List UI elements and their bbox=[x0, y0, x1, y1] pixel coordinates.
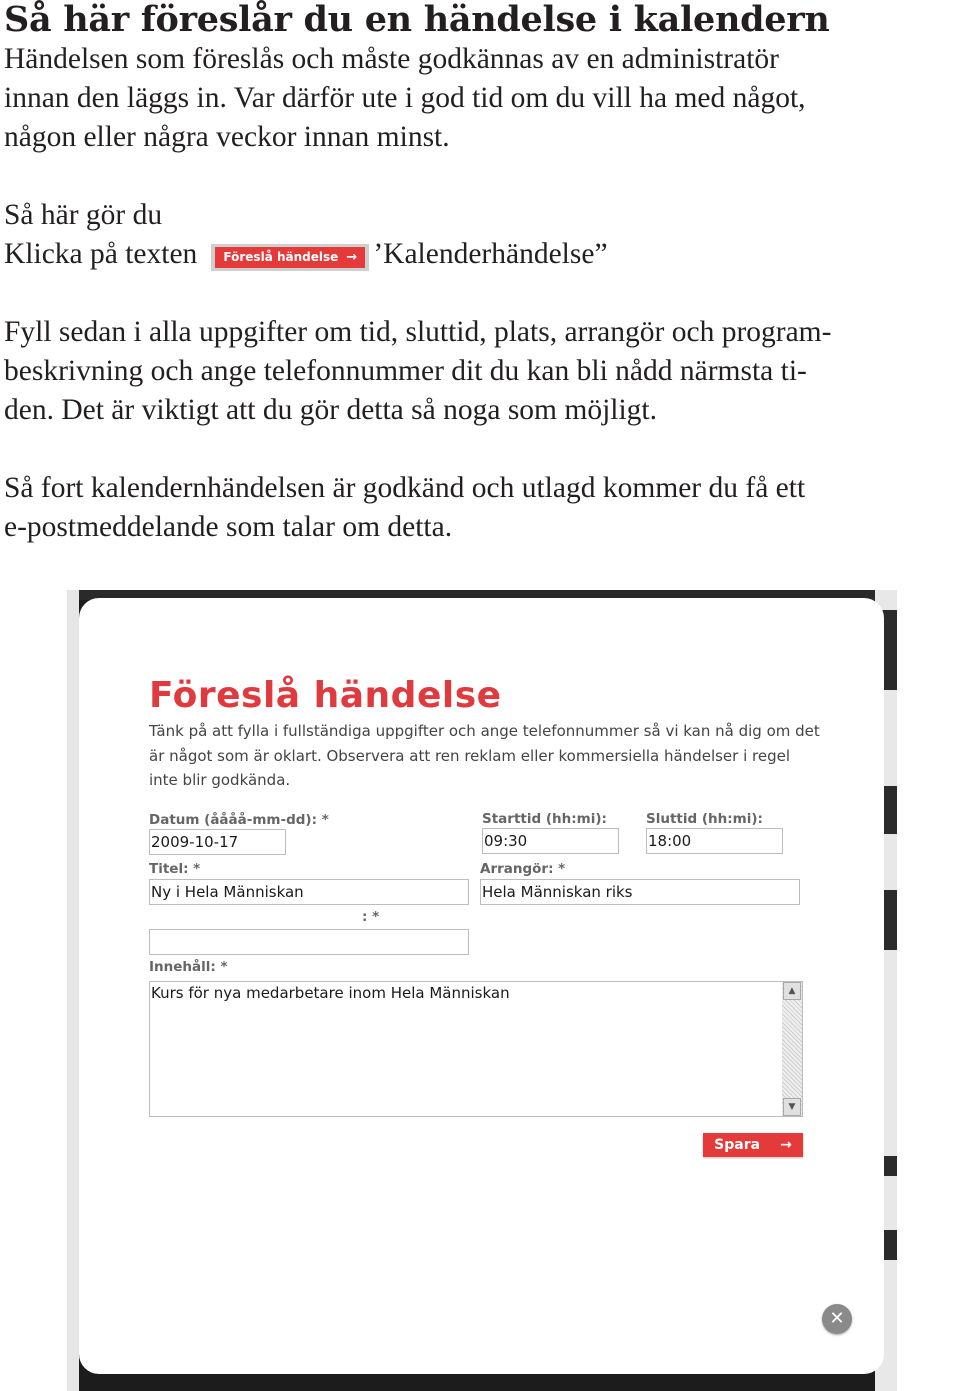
content-label: Innehåll: * bbox=[149, 959, 228, 975]
textarea-scrollbar[interactable] bbox=[782, 982, 802, 1116]
fill-line: beskrivning och ange telefonnummer dit du kan bli nådd närmsta ti- bbox=[4, 355, 807, 387]
fill-line: Fyll sedan i alla uppgifter om tid, sluttid, plats, arrangör och program- bbox=[4, 316, 832, 348]
content-textarea[interactable] bbox=[149, 981, 803, 1117]
final-paragraph bbox=[4, 469, 958, 547]
dialog-screenshot bbox=[67, 590, 897, 1391]
howto-heading: Så här gör du bbox=[4, 199, 163, 231]
scroll-up-icon[interactable]: ▲ bbox=[783, 982, 801, 1000]
document-title: Så här föreslår du en händelse i kalendern bbox=[4, 0, 830, 40]
click-text: Klicka på texten bbox=[4, 238, 198, 270]
calendar-event-text: ’Kalenderhändelse” bbox=[373, 238, 608, 270]
date-label: Datum (åååå-mm-dd): * bbox=[149, 812, 329, 828]
end-time-label: Sluttid (hh:mi): bbox=[646, 811, 763, 827]
intro-line: Händelsen som föreslås och måste godkännas av en administratör bbox=[4, 43, 779, 75]
save-button[interactable] bbox=[703, 1133, 803, 1157]
unlabeled-input[interactable] bbox=[149, 929, 469, 955]
organizer-input[interactable]: Hela Människan riks bbox=[480, 879, 800, 905]
final-line: e-postmeddelande som talar om detta. bbox=[4, 511, 453, 543]
save-button-label: Spara bbox=[714, 1137, 761, 1153]
date-input[interactable]: 2009-10-17 bbox=[149, 829, 286, 855]
arrow-right-icon: → bbox=[780, 1137, 792, 1153]
final-line: Så fort kalendernhändelsen är godkänd och utlagd kommer du få ett bbox=[4, 472, 806, 504]
title-label: Titel: * bbox=[149, 861, 201, 877]
close-icon[interactable]: ✕ bbox=[822, 1304, 852, 1334]
document bbox=[4, 0, 958, 547]
dialog-title: Föreslå händelse bbox=[149, 675, 502, 716]
intro-line: innan den läggs in. Var därför ute i god tid om du vill ha med något, bbox=[4, 82, 806, 114]
intro-line: någon eller några veckor innan minst. bbox=[4, 121, 450, 153]
fill-paragraph bbox=[4, 313, 958, 430]
spacer bbox=[4, 430, 958, 469]
suggest-event-dialog bbox=[79, 598, 884, 1374]
title-input[interactable]: Ny i Hela Människan bbox=[149, 879, 469, 905]
suggest-event-button-label: Föreslå händelse bbox=[223, 250, 339, 264]
start-time-input[interactable]: 09:30 bbox=[482, 828, 619, 854]
click-instruction bbox=[4, 235, 958, 274]
intro-paragraph bbox=[4, 40, 958, 157]
backdrop-left bbox=[67, 590, 79, 1391]
spacer bbox=[4, 274, 958, 313]
suggest-event-button-image bbox=[211, 244, 369, 271]
spacer bbox=[4, 157, 958, 196]
dialog-intro-line: inte blir godkända. bbox=[149, 771, 291, 789]
fill-line: den. Det är viktigt att du gör detta så noga som möjligt. bbox=[4, 394, 657, 426]
content-text: Kurs för nya medarbetare inom Hela Människan bbox=[151, 984, 510, 1002]
unlabeled-field-label: : * bbox=[362, 909, 380, 925]
dialog-intro-line: Tänk på att fylla i fullständiga uppgifter och ange telefonnummer så vi kan nå dig om det bbox=[149, 722, 820, 740]
arrow-right-icon: → bbox=[346, 250, 358, 265]
dialog-intro bbox=[149, 719, 820, 793]
dialog-intro-line: är något som är oklart. Observera att ren reklam eller kommersiella händelser i regel bbox=[149, 746, 791, 765]
organizer-label: Arrangör: * bbox=[480, 861, 566, 877]
howto-section bbox=[4, 196, 958, 274]
end-time-input[interactable]: 18:00 bbox=[646, 828, 783, 854]
scroll-down-icon[interactable]: ▼ bbox=[783, 1098, 801, 1116]
start-time-label: Starttid (hh:mi): bbox=[482, 811, 607, 827]
